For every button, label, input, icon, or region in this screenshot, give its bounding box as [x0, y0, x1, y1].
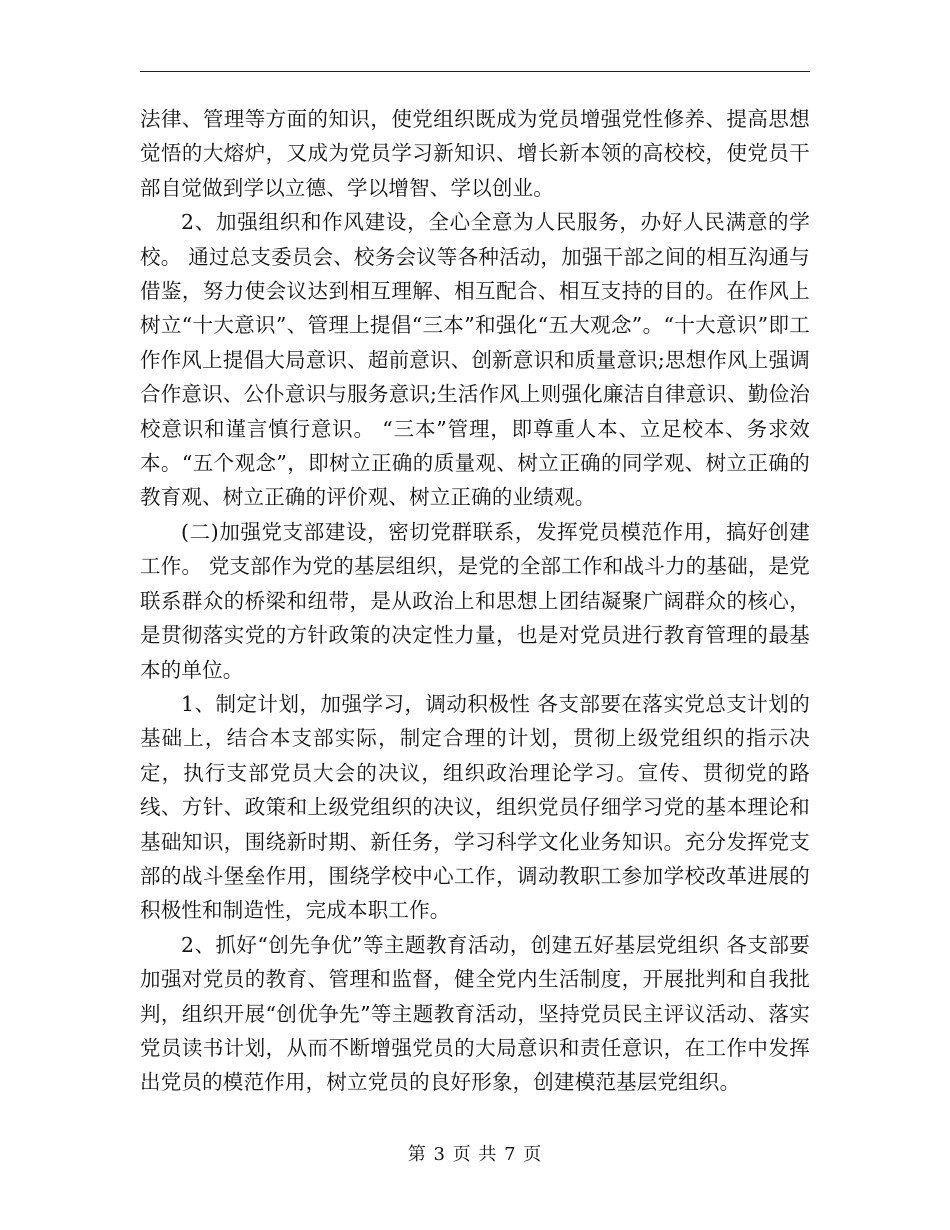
page-footer	[0, 1143, 950, 1167]
footer-prefix: 第	[407, 1144, 427, 1165]
paragraph-4: 1、制定计划，加强学习，调动积极性 各支部要在落实党总支计划的基础上，结合本支部实际，制定合理的计划，贯彻上级党组织的指示决定，执行支部党员大会的决议，组织政治理论学习。宣传、贯彻党的路线、方针、政策和上级党组织的决议，组织党员仔细学习党的基本理论和基础知识，围绕新时期、新任务，学习科学文化业务知识。充分发挥党支部的战斗堡垒作用，围绕学校中心工作，调动教职工参加学校改革进展的积极性和制造性，完成本职工作。	[140, 691, 810, 923]
paragraph-5: 2、抓好“创先争优”等主题教育活动，创建五好基层党组织 各支部要加强对党员的教育、管理和监督，健全党内生活制度，开展批判和自我批判，组织开展“创优争先”等主题教育活动，坚持党员民主评议活动、落实党员读书计划，从而不断增强党员的大局意识和责任意识，在工作中发挥出党员的模范作用，树立党员的良好形象，创建模范基层党组织。	[140, 932, 810, 1095]
paragraph-2: 2、加强组织和作风建设，全心全意为人民服务，办好人民满意的学校。 通过总支委员会、校务会议等各种活动，加强干部之间的相互沟通与借鉴，努力使会议达到相互理解、相互配合、相互支持的目的。在作风上树立“十大意识”、管理上提倡“三本”和强化“五大观念”。“十大意识”即工作作风上提倡大局意识、超前意识、创新意识和质量意识;思想作风上强调合作意识、公仆意识与服务意识;生活作风上则强化廉洁自律意识、勤俭治校意识和谨言慎行意识。 “三本”管理，即尊重人本、立足校本、务求效本。“五个观念”，即树立正确的质量观、树立正确的同学观、树立正确的教育观、树立正确的评价观、树立正确的业绩观。	[140, 210, 810, 510]
footer-middle: 页 共	[452, 1144, 498, 1165]
paragraph-3: (二)加强党支部建设，密切党群联系，发挥党员模范作用，搞好创建工作。 党支部作为党的基层组织，是党的全部工作和战斗力的基础，是党联系群众的桥梁和纽带，是从政治上和思想上团结凝聚广阔群众的核心，是贯彻落实党的方针政策的决定性力量，也是对党员进行教育管理的最基本的单位。	[140, 519, 810, 682]
header-rule	[140, 71, 810, 72]
document-body	[140, 102, 810, 1100]
footer-total-pages: 7	[504, 1144, 517, 1165]
footer-suffix: 页	[523, 1144, 543, 1165]
footer-current-page: 3	[433, 1144, 446, 1165]
paragraph-1: 法律、管理等方面的知识，使党组织既成为党员增强党性修养、提高思想觉悟的大熔炉，又成为党员学习新知识、增长新本领的高校校，使党员干部自觉做到学以立德、学以增智、学以创业。	[140, 107, 810, 200]
